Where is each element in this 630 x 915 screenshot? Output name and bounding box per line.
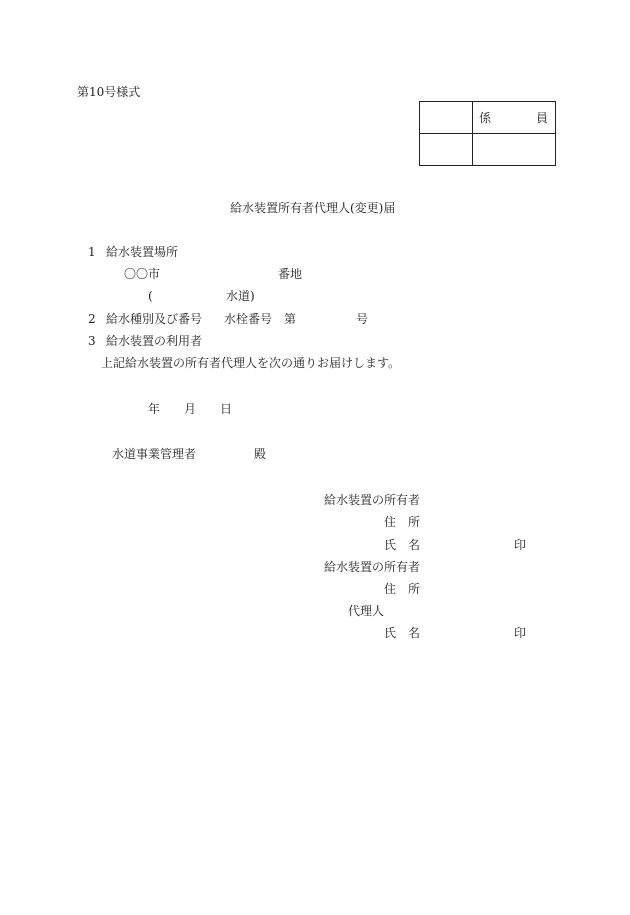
item3-label: 給水装置の利用者: [106, 334, 203, 348]
staff-label-2: 員: [535, 110, 548, 125]
number-prefix: 第: [284, 312, 297, 326]
agent-name-label: 氏 名: [384, 626, 421, 640]
owner-name-label: 氏 名: [384, 538, 421, 552]
agent-heading: 給水装置の所有者: [324, 560, 421, 574]
water-system: 水道): [226, 289, 255, 303]
approval-cell-blank-bottom-left: [420, 134, 473, 166]
agent-address-label: 住 所: [384, 582, 421, 596]
owner-seal: 印: [514, 538, 527, 552]
item2-number: 2: [88, 312, 96, 326]
approval-cell-blank-top: [420, 102, 473, 134]
recipient-honorific: 殿: [254, 447, 267, 461]
agent-seal: 印: [514, 626, 527, 640]
approval-stamp-box: [419, 101, 556, 166]
owner-address-label: 住 所: [384, 515, 421, 529]
item1-number: 1: [88, 245, 96, 259]
owner-heading: 給水装置の所有者: [324, 493, 421, 507]
document-title: 給水装置所有者代理人(変更)届: [230, 201, 396, 215]
form-number: 第10号様式: [77, 85, 141, 99]
date-month: 月: [184, 402, 197, 416]
item1-label: 給水装置場所: [106, 245, 179, 259]
paren-open: (: [148, 289, 153, 303]
agent-label: 代理人: [348, 604, 385, 618]
address-city: 〇〇市: [124, 267, 161, 281]
hydrant-label: 水栓番号: [224, 312, 273, 326]
item2-label: 給水種別及び番号: [106, 312, 203, 326]
approval-cell-blank-bottom-right: [473, 134, 556, 166]
recipient-name: 水道事業管理者: [112, 447, 197, 461]
approval-cell-staff-label: [473, 102, 556, 134]
number-suffix: 号: [356, 312, 369, 326]
item3-number: 3: [88, 334, 96, 348]
address-lot: 番地: [278, 267, 303, 281]
statement: 上記給水装置の所有者代理人を次の通りお届けします。: [101, 356, 401, 370]
date-year: 年: [148, 402, 161, 416]
date-day: 日: [220, 402, 233, 416]
staff-label-1: 係: [479, 110, 492, 125]
